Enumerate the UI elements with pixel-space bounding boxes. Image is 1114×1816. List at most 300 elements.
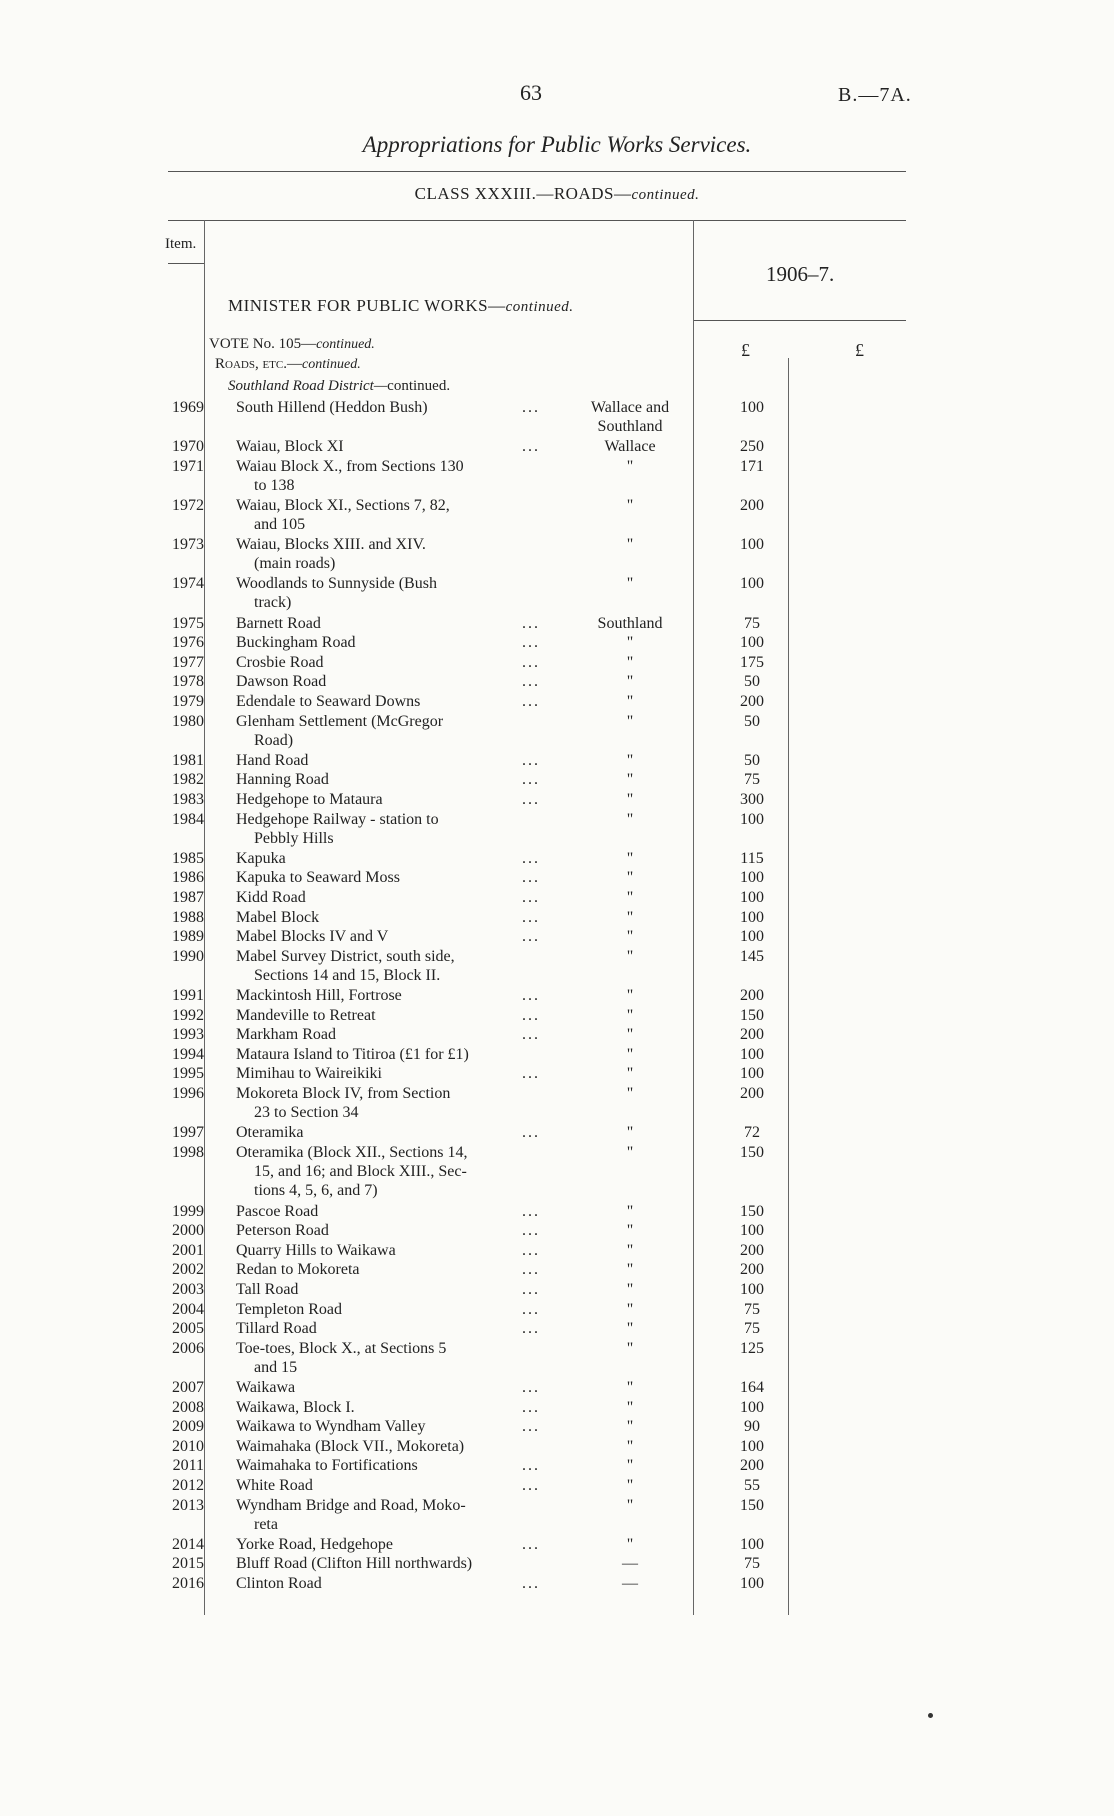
description-line: Waikawa, Block I. (236, 1398, 355, 1416)
item-number: 1993 (172, 1026, 204, 1044)
item-column-header: Item. (165, 236, 197, 252)
description-line: Oteramika (Block XII., Sections 14, (236, 1143, 468, 1161)
amount: 50 (744, 673, 760, 691)
item-column-divider (204, 220, 205, 1615)
item-description (236, 947, 548, 985)
leader-dots: ... (522, 1477, 540, 1494)
leader-dots: ... (522, 849, 540, 867)
item-number: 1997 (172, 1124, 204, 1142)
electoral-district: " (626, 1065, 634, 1083)
item-number: 2001 (172, 1241, 204, 1259)
electoral-district: " (626, 1045, 634, 1063)
description-line: Mokoreta Block IV, from Section (236, 1085, 451, 1102)
item-description (236, 986, 548, 1005)
item-number: 1996 (172, 1085, 204, 1102)
amount: 300 (740, 791, 764, 808)
electoral-district: " (626, 947, 634, 965)
amount: 145 (740, 947, 764, 965)
page-number: 63 (520, 80, 542, 105)
item-number: 1971 (172, 457, 204, 475)
item-number: 2005 (172, 1320, 204, 1338)
item-description (236, 457, 548, 495)
electoral-district: " (626, 1241, 634, 1259)
description-line: Mimihau to Waireikiki (236, 1065, 382, 1083)
leader-dots: ... (522, 634, 540, 652)
item-description (236, 437, 548, 456)
item-description (236, 927, 548, 946)
electoral-district: " (626, 791, 634, 808)
item-description (236, 868, 548, 887)
amount: 100 (740, 1281, 764, 1298)
leader-dots: ... (522, 751, 540, 769)
amount: 250 (740, 438, 764, 456)
description-continuation: 15, and 16; and Block XIII., Sec- (254, 1162, 467, 1180)
item-number: 2011 (172, 1457, 204, 1475)
amount: 100 (740, 810, 764, 828)
item-description (236, 1280, 548, 1299)
electoral-district: " (626, 1300, 634, 1318)
item-number: 1977 (172, 653, 204, 671)
class-heading-text: CLASS XXXIII.—ROADS— (414, 184, 632, 203)
item-description (236, 1025, 548, 1044)
currency-symbol: £ (741, 340, 750, 360)
leader-dots: ... (522, 791, 540, 808)
description-line: Waiau, Block XI (236, 438, 344, 456)
description-line: Pascoe Road (236, 1202, 319, 1220)
amount: 100 (740, 1437, 764, 1455)
item-description (236, 398, 548, 417)
document-reference: B.—7A. (838, 84, 912, 106)
leader-dots: ... (522, 438, 540, 456)
roads-text: Roads, etc.— (215, 356, 302, 372)
amount: 150 (740, 1202, 764, 1220)
item-description (236, 1339, 548, 1377)
description-continuation: 23 to Section 34 (254, 1104, 359, 1121)
electoral-district: Wallace (604, 438, 656, 456)
item-description (236, 1045, 548, 1064)
title-rule (168, 171, 906, 172)
item-description (236, 1202, 548, 1221)
item-number: 1998 (172, 1143, 204, 1161)
roads-heading (215, 356, 361, 373)
electoral-district: " (626, 1457, 634, 1475)
leader-dots: ... (522, 1124, 540, 1142)
item-description (236, 614, 548, 633)
electoral-district: " (626, 1006, 634, 1024)
electoral-district: " (626, 673, 634, 691)
item-description (236, 1456, 548, 1475)
description-continuation: tions 4, 5, 6, and 7) (254, 1181, 378, 1199)
electoral-district: " (626, 1320, 634, 1338)
description-line: Templeton Road (236, 1300, 342, 1318)
leader-dots: ... (522, 1535, 540, 1553)
item-description (236, 1084, 548, 1122)
page-title: Appropriations for Public Works Services. (362, 132, 752, 157)
item-description (236, 1300, 548, 1319)
electoral-district: " (626, 575, 634, 593)
description-line: Bluff Road (Clifton Hill northwards) (236, 1555, 473, 1573)
amount: 90 (744, 1418, 760, 1436)
minister-suffix: continued. (505, 299, 574, 315)
description-line: Edendale to Seaward Downs (236, 693, 421, 710)
description-continuation: track) (254, 594, 292, 612)
amount: 50 (744, 712, 760, 730)
minister-heading (228, 296, 574, 316)
item-description (236, 1398, 548, 1417)
vote-heading (209, 336, 375, 353)
amount: 55 (744, 1477, 760, 1494)
leader-dots: ... (522, 693, 540, 710)
amount: 72 (744, 1124, 760, 1142)
amount: 50 (744, 751, 760, 769)
electoral-district: " (626, 1202, 634, 1220)
description-line: South Hillend (Heddon Bush) (236, 399, 428, 416)
leader-dots: ... (522, 673, 540, 691)
amount: 115 (740, 849, 764, 867)
electoral-district: " (626, 1535, 634, 1553)
description-line: Mabel Blocks IV and V (236, 928, 389, 946)
electoral-district: " (626, 849, 634, 867)
class-heading (0, 184, 1114, 204)
amount: 75 (744, 614, 760, 632)
electoral-district: " (626, 1124, 634, 1142)
electoral-district: " (626, 457, 634, 475)
amount: 200 (740, 1241, 764, 1259)
currency-symbol: £ (855, 340, 864, 360)
electoral-district: " (626, 1437, 634, 1455)
amount: 75 (744, 1555, 760, 1573)
item-number: 1979 (172, 693, 204, 710)
amount: 150 (740, 1006, 764, 1024)
amount: 100 (740, 1222, 764, 1240)
item-description (236, 1574, 548, 1593)
electoral-district: " (626, 693, 634, 710)
item-number: 2004 (172, 1300, 204, 1318)
item-number: 2013 (172, 1496, 204, 1514)
description-line: Quarry Hills to Waikawa (236, 1241, 396, 1259)
description-line: Hedgehope Railway - station to (236, 810, 439, 828)
leader-dots: ... (522, 1026, 540, 1044)
item-number: 1970 (172, 438, 204, 456)
amount: 100 (740, 399, 764, 416)
amount: 100 (740, 575, 764, 593)
leader-dots: ... (522, 1222, 540, 1240)
item-description (236, 692, 548, 711)
description-line: Tillard Road (236, 1320, 317, 1338)
description-line: Kidd Road (236, 889, 306, 906)
leader-dots: ... (522, 1320, 540, 1338)
item-description (236, 653, 548, 672)
amount: 75 (744, 1300, 760, 1318)
leader-dots: ... (522, 771, 540, 789)
item-description (236, 1064, 548, 1083)
description-continuation: Pebbly Hills (254, 829, 334, 847)
description-line: Mackintosh Hill, Fortrose (236, 987, 402, 1004)
electoral-district: " (626, 653, 634, 671)
item-number: 1975 (172, 614, 204, 632)
description-line: Waimahaka to Fortifications (236, 1457, 418, 1475)
amount: 171 (740, 457, 764, 475)
electoral-district: " (626, 1398, 634, 1416)
description-line: Yorke Road, Hedgehope (236, 1535, 394, 1553)
item-number: 1973 (172, 536, 204, 554)
electoral-district: " (626, 1379, 634, 1396)
electoral-district: " (626, 908, 634, 926)
amount: 200 (740, 1026, 764, 1044)
description-line: Waikawa to Wyndham Valley (236, 1418, 426, 1436)
description-line: Mataura Island to Titiroa (£1 for £1) (236, 1045, 469, 1063)
amount: 200 (740, 1261, 764, 1279)
amount: 100 (740, 869, 764, 887)
electoral-district: — (622, 1575, 638, 1592)
amount: 75 (744, 771, 760, 789)
item-number: 1986 (172, 869, 204, 887)
item-description (236, 770, 548, 789)
electoral-district: " (626, 1143, 634, 1161)
leader-dots: ... (522, 1575, 540, 1592)
electoral-district: Wallace and Southland (590, 399, 670, 435)
item-number: 1987 (172, 889, 204, 906)
amount: 100 (740, 1045, 764, 1063)
description-line: Glenham Settlement (McGregor (236, 712, 444, 730)
amount: 75 (744, 1320, 760, 1338)
item-description (236, 1535, 548, 1554)
electoral-district: — (622, 1555, 638, 1573)
vote-suffix: continued. (316, 337, 375, 352)
description-line: Buckingham Road (236, 634, 356, 652)
item-number: 2014 (172, 1535, 204, 1553)
item-number: 1969 (172, 399, 204, 416)
description-line: Mandeville to Retreat (236, 1006, 376, 1024)
description-line: Markham Road (236, 1026, 336, 1044)
description-continuation: Road) (254, 731, 294, 749)
item-number: 2010 (172, 1437, 204, 1455)
amount: 100 (740, 1575, 764, 1592)
leader-dots: ... (522, 1241, 540, 1259)
leader-dots: ... (522, 889, 540, 906)
amount: 150 (740, 1496, 764, 1514)
electoral-district: " (626, 751, 634, 769)
amount: 200 (740, 497, 764, 514)
item-number: 1980 (172, 712, 204, 730)
leader-dots: ... (522, 869, 540, 887)
item-description (236, 1123, 548, 1142)
item-number: 1990 (172, 947, 204, 965)
item-description (236, 574, 548, 612)
item-description (236, 672, 548, 691)
amount: 175 (740, 653, 764, 671)
leader-dots: ... (522, 908, 540, 926)
amount: 125 (740, 1339, 764, 1357)
electoral-district: " (626, 810, 634, 828)
description-line: Toe-toes, Block X., at Sections 5 (236, 1339, 447, 1357)
item-number: 1974 (172, 575, 204, 593)
item-description (236, 1476, 548, 1495)
year-header-rule (694, 320, 906, 321)
item-description (236, 1554, 548, 1573)
description-continuation: Sections 14 and 15, Block II. (254, 966, 441, 984)
item-number: 1994 (172, 1045, 204, 1063)
item-description (236, 1437, 548, 1456)
amount: 164 (740, 1379, 764, 1396)
district-column-divider (693, 220, 694, 1615)
item-description (236, 1378, 548, 1397)
item-number: 2003 (172, 1281, 204, 1298)
item-number: 1992 (172, 1006, 204, 1024)
description-line: Waiau, Blocks XIII. and XIV. (236, 536, 426, 554)
leader-dots: ... (522, 928, 540, 946)
electoral-district: " (626, 1477, 634, 1494)
electoral-district: " (626, 1496, 634, 1514)
item-description (236, 633, 548, 652)
item-description (236, 1319, 548, 1338)
item-description (236, 1221, 548, 1240)
electoral-district: " (626, 634, 634, 652)
item-description (236, 535, 548, 573)
item-description (236, 1496, 548, 1534)
ink-mark (928, 1713, 933, 1718)
electoral-district: " (626, 1261, 634, 1279)
roads-suffix: continued. (301, 357, 361, 372)
leader-dots: ... (522, 1300, 540, 1318)
vote-text: VOTE No. 105— (209, 336, 317, 352)
item-number: 1984 (172, 810, 204, 828)
description-line: Waimahaka (Block VII., Mokoreta) (236, 1437, 465, 1455)
item-number: 2006 (172, 1339, 204, 1357)
item-description (236, 1006, 548, 1025)
electoral-district: " (626, 536, 634, 554)
item-description (236, 712, 548, 750)
description-continuation: to 138 (254, 476, 295, 494)
amount: 100 (740, 1065, 764, 1083)
item-description (236, 1143, 548, 1200)
item-number: 2009 (172, 1418, 204, 1436)
item-number: 1981 (172, 751, 204, 769)
leader-dots: ... (522, 1457, 540, 1475)
description-continuation: reta (254, 1515, 278, 1533)
amount: 100 (740, 1398, 764, 1416)
item-number: 1982 (172, 771, 204, 789)
minister-text: MINISTER FOR PUBLIC WORKS— (228, 296, 506, 315)
item-number: 1983 (172, 791, 204, 808)
amount: 100 (740, 1535, 764, 1553)
description-line: Waiau, Block XI., Sections 7, 82, (236, 497, 450, 514)
leader-dots: ... (522, 1006, 540, 1024)
electoral-district: " (626, 869, 634, 887)
description-line: Waikawa (236, 1379, 296, 1396)
leader-dots: ... (522, 399, 540, 416)
district-heading (228, 378, 450, 395)
item-number: 1978 (172, 673, 204, 691)
description-line: Waiau Block X., from Sections 130 (236, 457, 464, 475)
leader-dots: ... (522, 1202, 540, 1220)
description-continuation: and 15 (254, 1358, 298, 1376)
item-description (236, 908, 548, 927)
electoral-district: " (626, 987, 634, 1004)
description-line: Mabel Block (236, 908, 320, 926)
description-line: Tall Road (236, 1281, 299, 1298)
amount: 200 (740, 693, 764, 710)
item-description (236, 751, 548, 770)
class-heading-suffix: continued. (631, 187, 700, 203)
item-number: 1976 (172, 634, 204, 652)
electoral-district: " (626, 889, 634, 906)
description-line: Hand Road (236, 751, 309, 769)
item-number: 1991 (172, 987, 204, 1004)
amount: 100 (740, 536, 764, 554)
amount: 200 (740, 1457, 764, 1475)
leader-dots: ... (522, 653, 540, 671)
item-description (236, 849, 548, 868)
description-continuation: and 105 (254, 516, 306, 533)
leader-dots: ... (522, 1065, 540, 1083)
description-line: Hanning Road (236, 771, 329, 789)
leader-dots: ... (522, 1398, 540, 1416)
description-line: Hedgehope to Mataura (236, 791, 383, 808)
description-continuation: (main roads) (254, 555, 336, 573)
leader-dots: ... (522, 1281, 540, 1298)
description-line: Oteramika (236, 1124, 304, 1142)
amount: 100 (740, 889, 764, 906)
leader-dots: ... (522, 1379, 540, 1396)
description-line: Wyndham Bridge and Road, Moko- (236, 1496, 466, 1514)
description-line: Peterson Road (236, 1222, 329, 1240)
amount: 100 (740, 928, 764, 946)
item-number: 2015 (172, 1555, 204, 1573)
item-description (236, 1417, 548, 1436)
description-line: Crosbie Road (236, 653, 324, 671)
electoral-district: " (626, 771, 634, 789)
leader-dots: ... (522, 1418, 540, 1436)
item-description (236, 888, 548, 907)
item-header-rule (168, 263, 204, 264)
amount: 100 (740, 634, 764, 652)
item-description (236, 1260, 548, 1279)
electoral-district: " (626, 1339, 634, 1357)
electoral-district: " (626, 497, 634, 514)
item-number: 1988 (172, 908, 204, 926)
description-line: Redan to Mokoreta (236, 1261, 360, 1279)
item-description (236, 1241, 548, 1260)
description-line: Woodlands to Sunnyside (Bush (236, 575, 437, 593)
description-line: Kapuka (236, 849, 286, 867)
description-line: Clinton Road (236, 1575, 322, 1592)
item-number: 2007 (172, 1379, 204, 1396)
table-top-rule (168, 220, 906, 221)
item-number: 2002 (172, 1261, 204, 1279)
electoral-district: " (626, 712, 634, 730)
leader-dots: ... (522, 1261, 540, 1279)
district-text: Southland Road District— (228, 378, 388, 394)
item-description (236, 790, 548, 809)
item-number: 1985 (172, 849, 204, 867)
item-number: 1989 (172, 928, 204, 946)
item-number: 2016 (172, 1575, 204, 1592)
electoral-district: " (626, 1281, 634, 1298)
leader-dots: ... (522, 987, 540, 1004)
description-line: Dawson Road (236, 673, 327, 691)
description-line: Mabel Survey District, south side, (236, 947, 455, 965)
amount-column-divider (788, 358, 789, 1615)
item-number: 1999 (172, 1202, 204, 1220)
description-line: White Road (236, 1477, 313, 1494)
year-column-header: 1906–7. (766, 262, 835, 286)
electoral-district: Southland (597, 614, 663, 632)
item-number: 2012 (172, 1477, 204, 1494)
amount: 200 (740, 987, 764, 1004)
electoral-district: " (626, 1418, 634, 1436)
item-number: 2008 (172, 1398, 204, 1416)
